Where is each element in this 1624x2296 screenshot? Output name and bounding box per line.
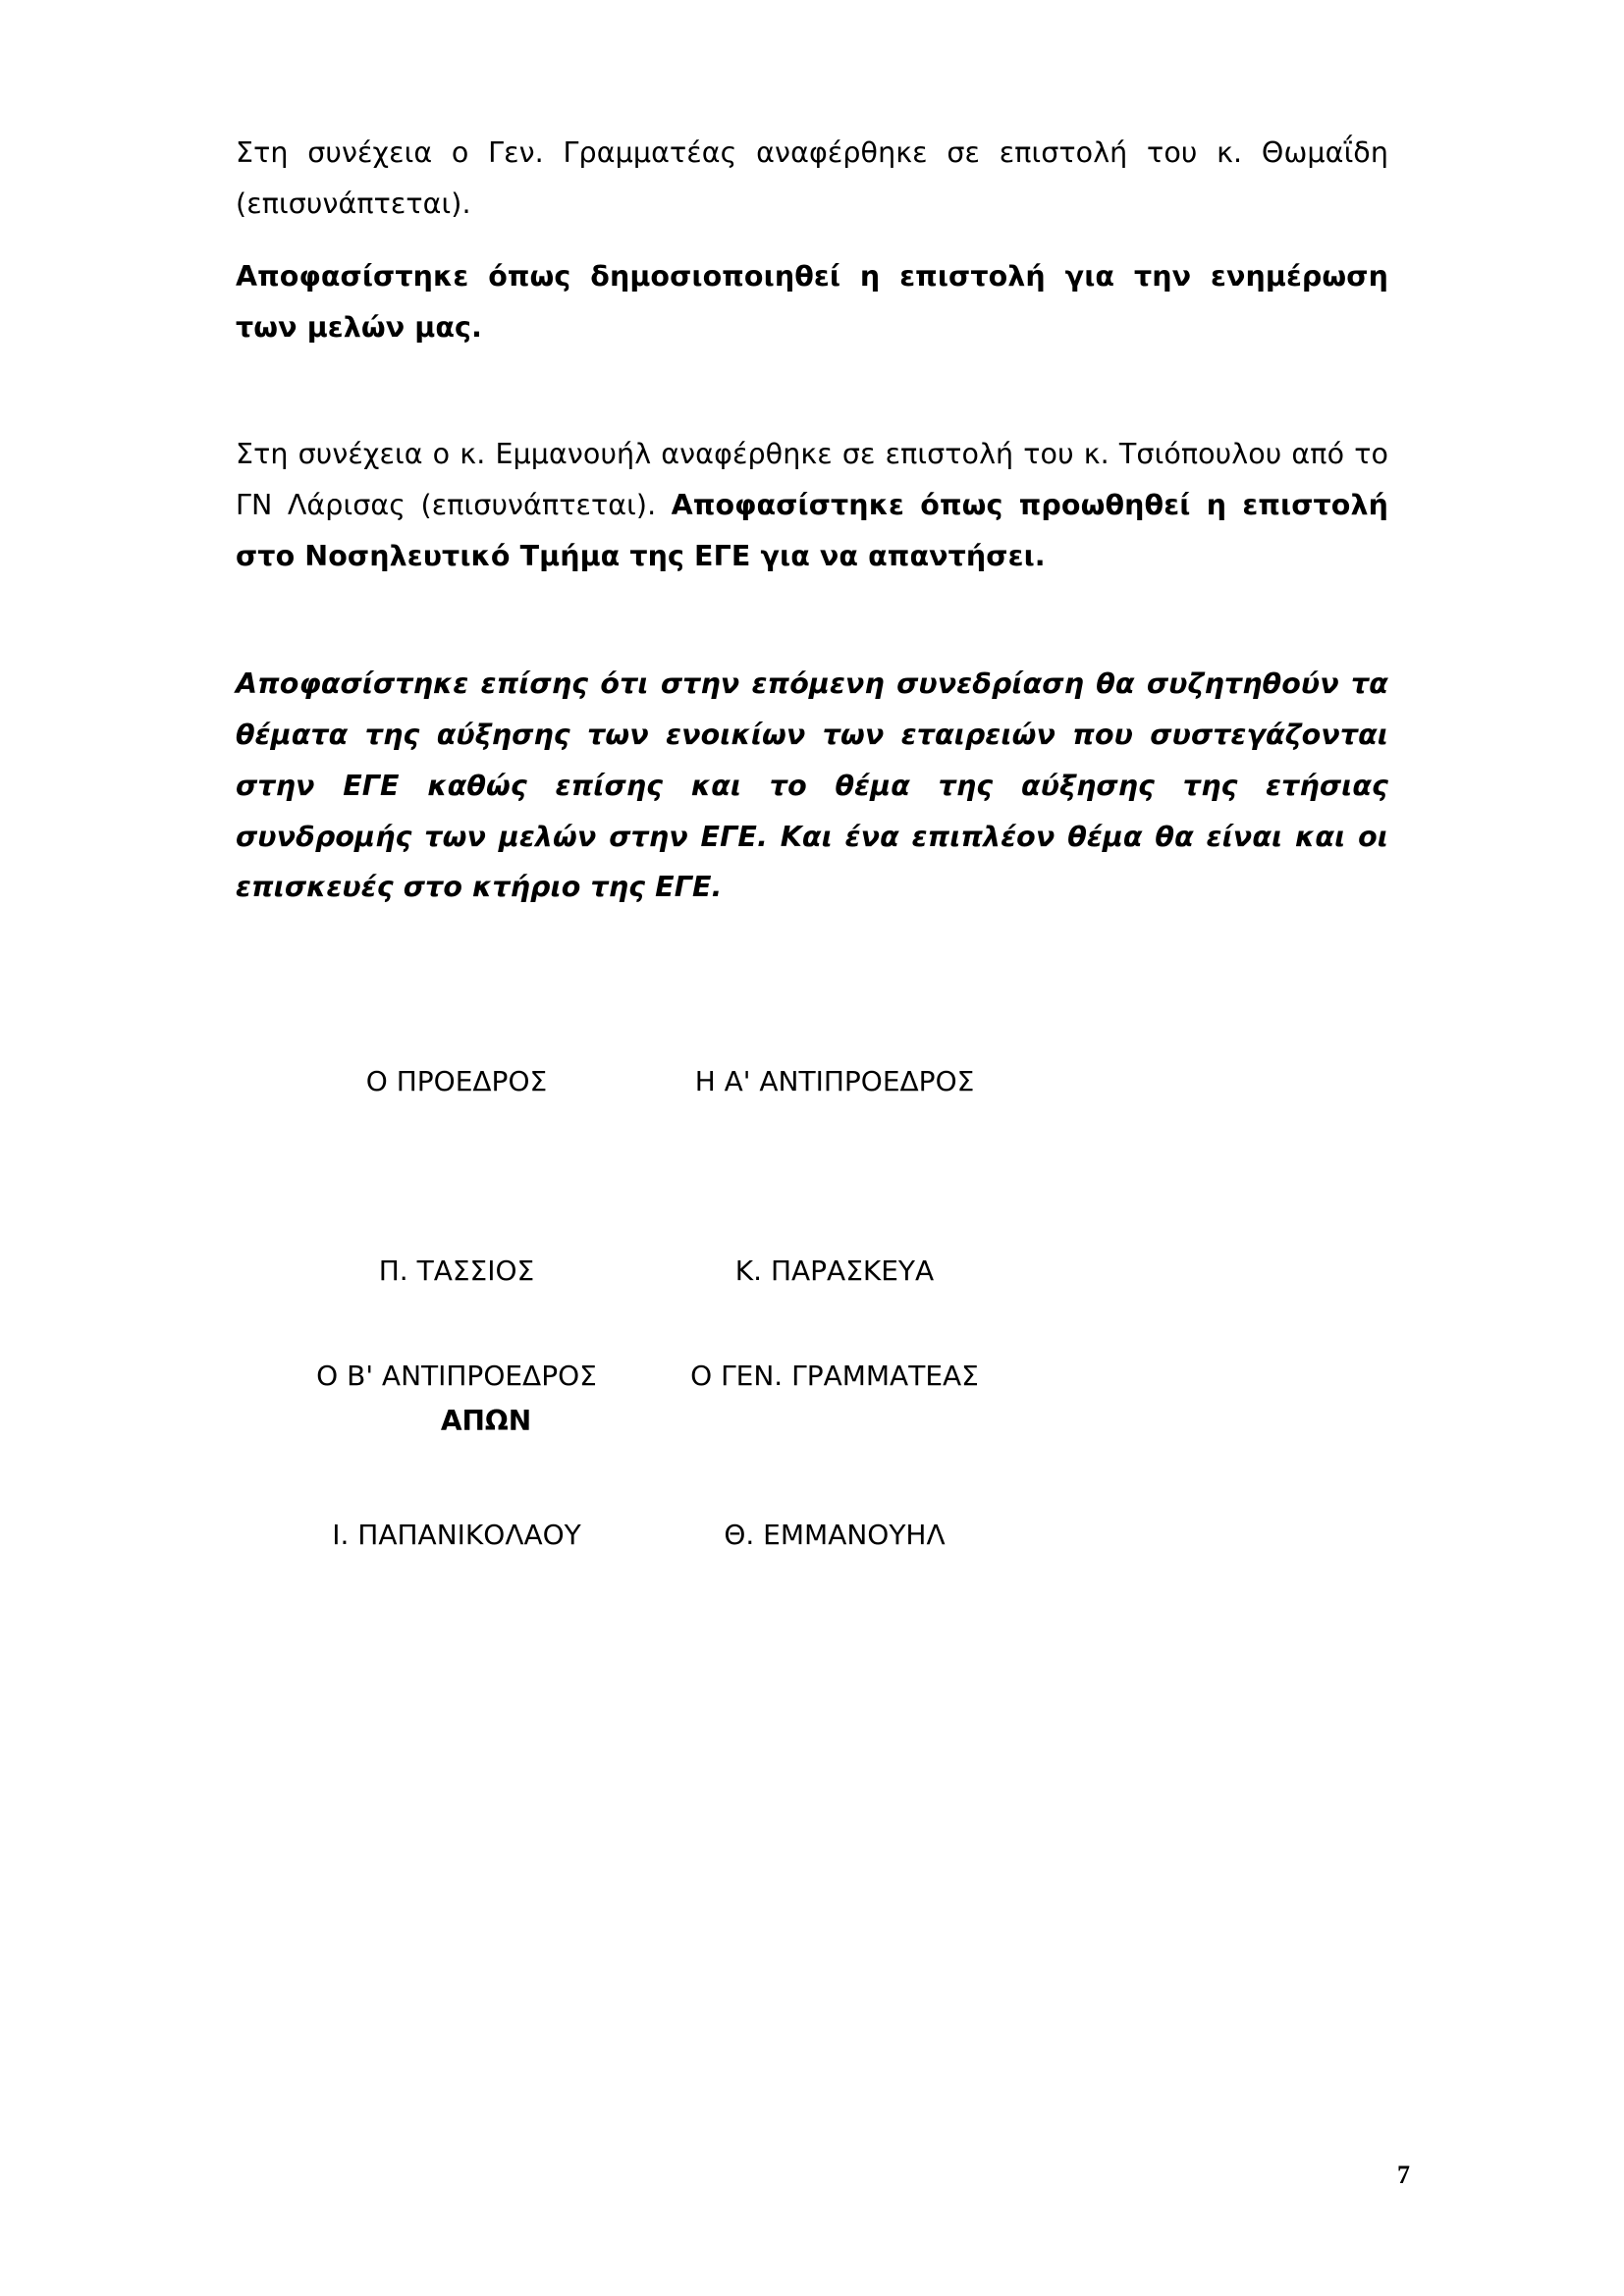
- paragraph-3: [236, 429, 1388, 582]
- signature-name-general-secretary: Θ. ΕΜΜΑΝΟΥΗΛ: [724, 1518, 946, 1551]
- paragraph-4-decision: Αποφασίστηκε επίσης ότι στην επόμενη συνεδρίαση θα συζητηθούν τα θέματα της αύξησης των ενοικίων των εταιρειών που συστεγάζονται στην ΕΓΕ καθώς επίσης και το θέμα της αύξησης της ετήσιας συνδρομής των μελών στην ΕΓΕ. Και ένα επιπλέον θέμα θα είναι και οι επισκευές στο κτήριο της ΕΓΕ.: [236, 667, 1388, 904]
- spacer: [236, 1104, 1388, 1250]
- signature-row-titles-1: [236, 1060, 1388, 1104]
- paragraph-1: Στη συνέχεια ο Γεν. Γραμματέας αναφέρθηκε σε επιστολή του κ. Θωμαΐδη (επισυνάπτεται).: [236, 136, 1388, 220]
- signature-name-president: Π. ΤΑΣΣΙΟΣ: [378, 1255, 535, 1288]
- signature-row-names-2: [236, 1514, 1388, 1558]
- spacer: [236, 230, 1388, 251]
- signature-name-second-vice-president: Ι. ΠΑΠΑΝΙΚΟΛΑΟΥ: [332, 1518, 581, 1551]
- signature-title-first-vice-president: Η Α' ΑΝΤΙΠΡΟΕΔΡΟΣ: [694, 1065, 975, 1098]
- spacer: [236, 913, 1388, 1060]
- paragraph-3-normal-text: Στη συνέχεια ο κ. Εμμανουήλ αναφέρθηκε σε επιστολή του κ. Τσιόπουλου από το ΓΝ Λάρισας (επισυνάπτεται).: [236, 438, 1388, 522]
- signature-row-titles-2: [236, 1355, 1388, 1399]
- signature-title-president: Ο ΠΡΟΕΔΡΟΣ: [365, 1065, 548, 1098]
- spacer: [236, 582, 1388, 659]
- signature-name-first-vice-president: Κ. ΠΑΡΑΣΚΕΥΑ: [734, 1255, 935, 1288]
- page-number: 7: [1397, 2161, 1410, 2189]
- paragraph-3-bold-text: Αποφασίστηκε όπως προωθηθεί η επιστολή στο Νοσηλευτικό Τμήμα της ΕΓΕ για να απαντήσει.: [236, 489, 1388, 573]
- spacer: [236, 1437, 1388, 1514]
- spacer: [236, 1294, 1388, 1355]
- signature-title-general-secretary: Ο ΓΕΝ. ΓΡΑΜΜΑΤΕΑΣ: [690, 1359, 979, 1392]
- signature-block: [236, 1060, 1388, 1557]
- signature-row-names-1: [236, 1250, 1388, 1294]
- spacer: [236, 352, 1388, 429]
- signature-note-absent: ΑΠΩΝ: [440, 1404, 532, 1437]
- signature-title-second-vice-president: Ο Β' ΑΝΤΙΠΡΟΕΔΡΟΣ: [316, 1359, 597, 1392]
- paragraph-2-decision: Αποφασίστηκε όπως δημοσιοποιηθεί η επιστολή για την ενημέρωση των μελών μας.: [236, 259, 1388, 344]
